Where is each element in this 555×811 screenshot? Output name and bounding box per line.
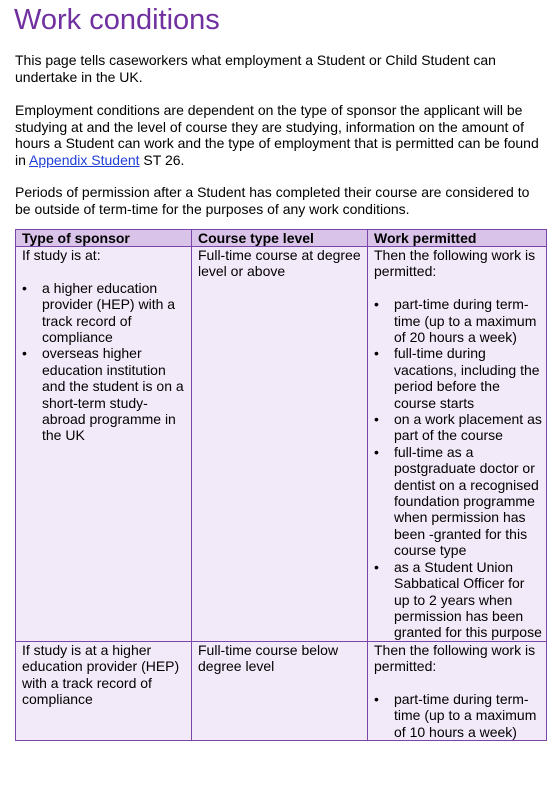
course-cell: Full-time course at degree level or above (192, 247, 368, 642)
work-conditions-table (15, 229, 547, 741)
work-list (374, 691, 542, 740)
header-type-of-sponsor: Type of sponsor (16, 230, 192, 247)
sponsor-intro: If study is at: (22, 247, 101, 263)
header-course-type-level: Course type level (192, 230, 368, 247)
table-row (16, 641, 547, 740)
work-intro: Then the following work is permitted: (374, 247, 536, 280)
conditions-ref: ST 26. (139, 151, 185, 168)
sponsor-cell (16, 247, 192, 642)
periods-paragraph: Periods of permission after a Student has completed their course are considered to be outside of term-time for the purposes of any work conditions. (15, 184, 530, 217)
list-item: • part-time during term-time (up to a maximum of 10 hours a week) (374, 691, 542, 740)
list-item: • full-time as a postgraduate doctor or dentist on a recognised foundation programme when permission has been -granted for this course type (374, 444, 542, 559)
table-row (16, 247, 547, 642)
work-cell (368, 247, 547, 642)
sponsor-list (22, 280, 187, 444)
page-title: Work conditions (14, 4, 220, 36)
work-cell (368, 641, 547, 740)
list-item: • as a Student Union Sabbatical Officer for up to 2 years when permission has been granted for this purpose (374, 559, 542, 641)
work-list (374, 296, 542, 641)
list-item: • a higher education provider (HEP) with a track record of compliance (22, 280, 187, 346)
list-item: • full-time during vacations, including the period before the course starts (374, 345, 542, 411)
appendix-student-link[interactable]: Appendix Student (29, 151, 140, 168)
sponsor-cell: If study is at a higher education provider (HEP) with a track record of compliance (16, 641, 192, 740)
header-work-permitted: Work permitted (368, 230, 547, 247)
list-item: • on a work placement as part of the course (374, 411, 542, 444)
course-cell: Full-time course below degree level (192, 641, 368, 740)
list-item: • overseas higher education institution and the student is on a short-term study-abroad programme in the UK (22, 345, 187, 443)
table-header-row (16, 230, 547, 247)
intro-paragraph: This page tells caseworkers what employment a Student or Child Student can undertake in the UK. (15, 52, 496, 85)
conditions-text: Employment conditions are dependent on the type of sponsor the applicant will be studying at and the level of course they are studying, information on the amount of hours a Student can work and the type of employment that is permitted can be found in (15, 102, 539, 168)
work-intro: Then the following work is permitted: (374, 641, 536, 675)
conditions-paragraph (15, 102, 547, 168)
list-item: • part-time during term-time (up to a maximum of 20 hours a week) (374, 296, 542, 345)
